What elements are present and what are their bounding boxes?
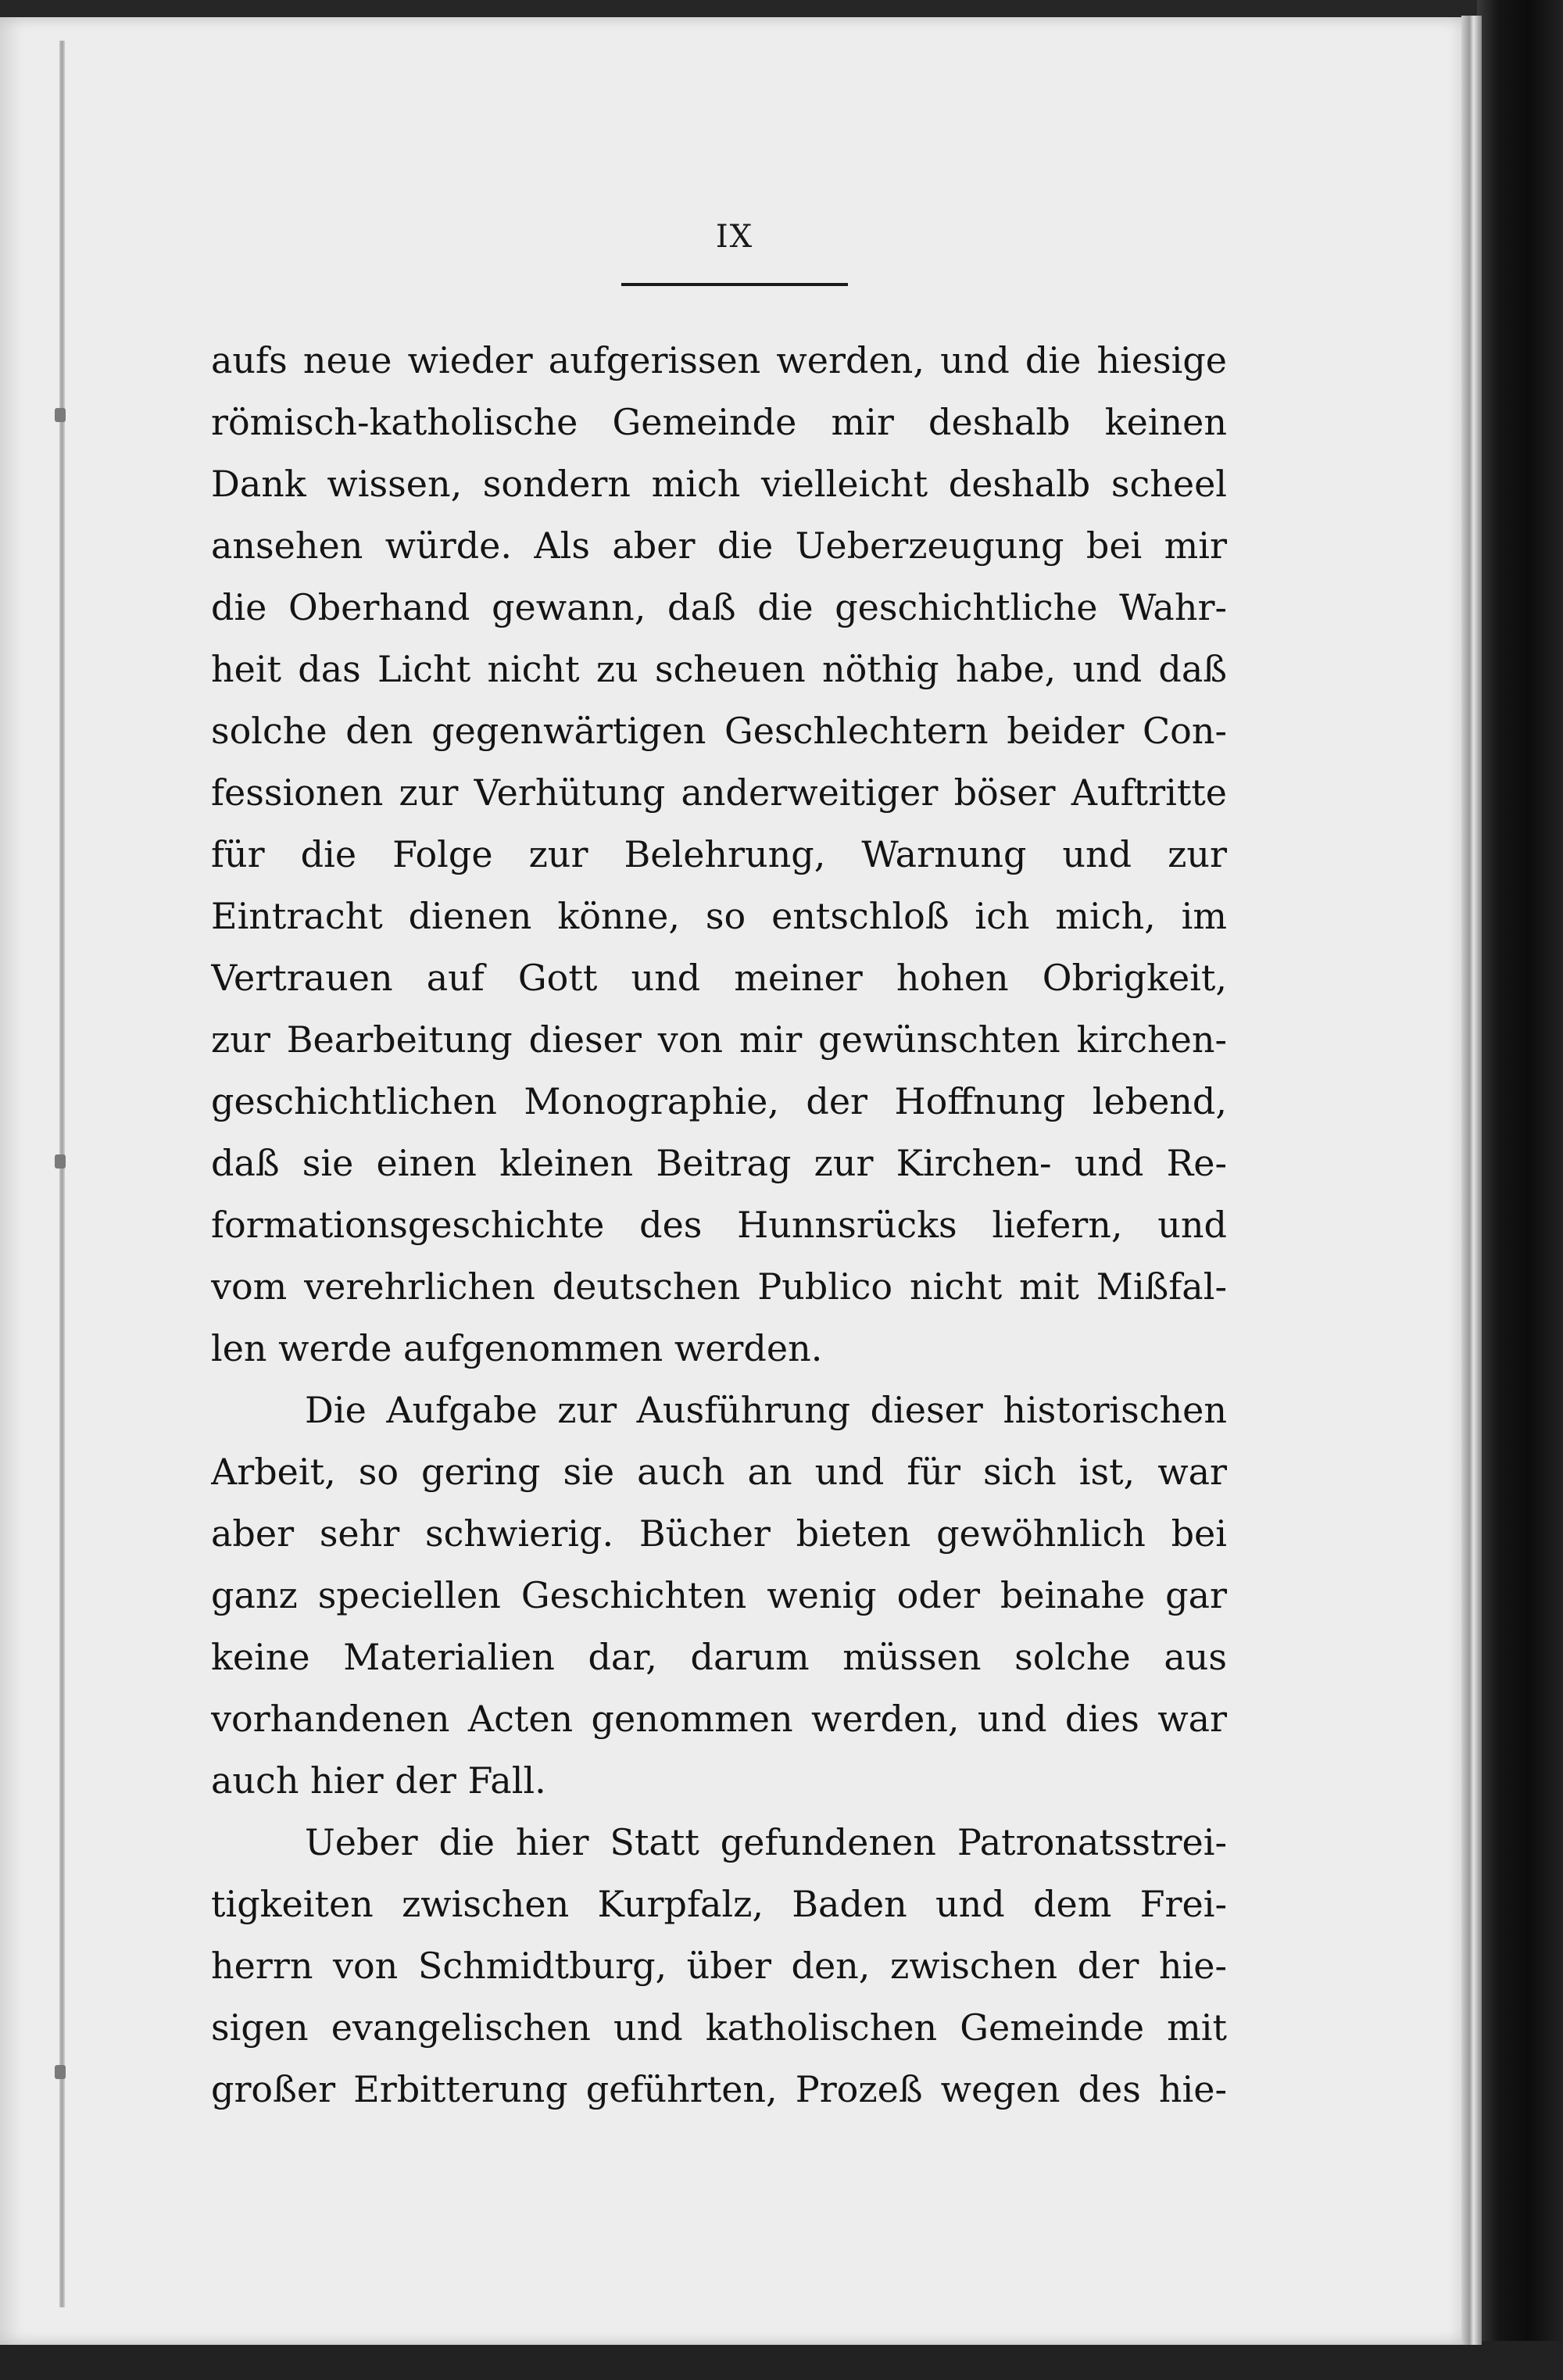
text-line: Eintracht dienen könne, so entschloß ich mich, im bbox=[211, 895, 1227, 937]
text-line: Die Aufgabe zur Ausführung dieser historischen bbox=[305, 1389, 1227, 1431]
text-line: vom verehrlichen deutschen Publico nicht mit Mißfal- bbox=[211, 1265, 1227, 1308]
text-line: formationsgeschichte des Hunnsrücks liefern, und bbox=[211, 1204, 1227, 1246]
book-cover-edge bbox=[1477, 0, 1563, 2380]
text-line: ganz speciellen Geschichten wenig oder beinahe gar bbox=[211, 1574, 1227, 1616]
text-line: daß sie einen kleinen Beitrag zur Kirchen- und Re- bbox=[211, 1142, 1227, 1184]
header-rule bbox=[621, 283, 848, 286]
text-line: geschichtlichen Monographie, der Hoffnung lebend, bbox=[211, 1080, 1227, 1122]
text-line: herrn von Schmidtburg, über den, zwischen der hie- bbox=[211, 1945, 1227, 1987]
text-line: heit das Licht nicht zu scheuen nöthig habe, und daß bbox=[211, 648, 1227, 690]
text-line: ansehen würde. Als aber die Ueberzeugung bei mir bbox=[211, 524, 1227, 567]
book-page bbox=[0, 17, 1469, 2345]
text-line: keine Materialien dar, darum müssen solche aus bbox=[211, 1636, 1227, 1678]
page-stack-edge bbox=[1461, 16, 1482, 2345]
text-line: großer Erbitterung geführten, Prozeß wegen des hie- bbox=[211, 2068, 1227, 2110]
binding-stitch-mark bbox=[55, 408, 66, 422]
text-line: zur Bearbeitung dieser von mir gewünschten kirchen- bbox=[211, 1018, 1227, 1061]
text-line: len werde aufgenommen werden. bbox=[211, 1327, 823, 1369]
text-line: auch hier der Fall. bbox=[211, 1759, 546, 1802]
text-line: für die Folge zur Belehrung, Warnung und zur bbox=[211, 833, 1227, 875]
text-line: sigen evangelischen und katholischen Gemeinde mit bbox=[211, 2006, 1227, 2049]
text-line: aber sehr schwierig. Bücher bieten gewöhnlich bei bbox=[211, 1512, 1227, 1555]
binding-stitch-mark bbox=[55, 1154, 66, 1169]
text-line: Arbeit, so gering sie auch an und für sich ist, war bbox=[211, 1451, 1227, 1493]
text-line: tigkeiten zwischen Kurpfalz, Baden und dem Frei- bbox=[211, 1883, 1227, 1925]
body-text bbox=[211, 330, 1227, 2121]
binding-gutter bbox=[59, 41, 65, 2307]
binding-stitch-mark bbox=[55, 2065, 66, 2079]
text-line: römisch-katholische Gemeinde mir deshalb keinen bbox=[211, 401, 1227, 443]
text-line: fessionen zur Verhütung anderweitiger böser Auftritte bbox=[211, 771, 1227, 814]
page-number: IX bbox=[715, 219, 754, 255]
text-line: solche den gegenwärtigen Geschlechtern beider Con- bbox=[211, 710, 1227, 752]
text-line: Vertrauen auf Gott und meiner hohen Obrigkeit, bbox=[211, 957, 1227, 999]
text-line: Dank wissen, sondern mich vielleicht deshalb scheel bbox=[211, 463, 1227, 505]
text-line: Ueber die hier Statt gefundenen Patronatsstrei- bbox=[305, 1821, 1227, 1863]
text-line: aufs neue wieder aufgerissen werden, und die hiesige bbox=[211, 339, 1227, 381]
text-line: vorhandenen Acten genommen werden, und dies war bbox=[211, 1698, 1227, 1740]
scan-bottom-border bbox=[0, 2341, 1563, 2380]
text-line: die Oberhand gewann, daß die geschichtliche Wahr- bbox=[211, 586, 1227, 628]
